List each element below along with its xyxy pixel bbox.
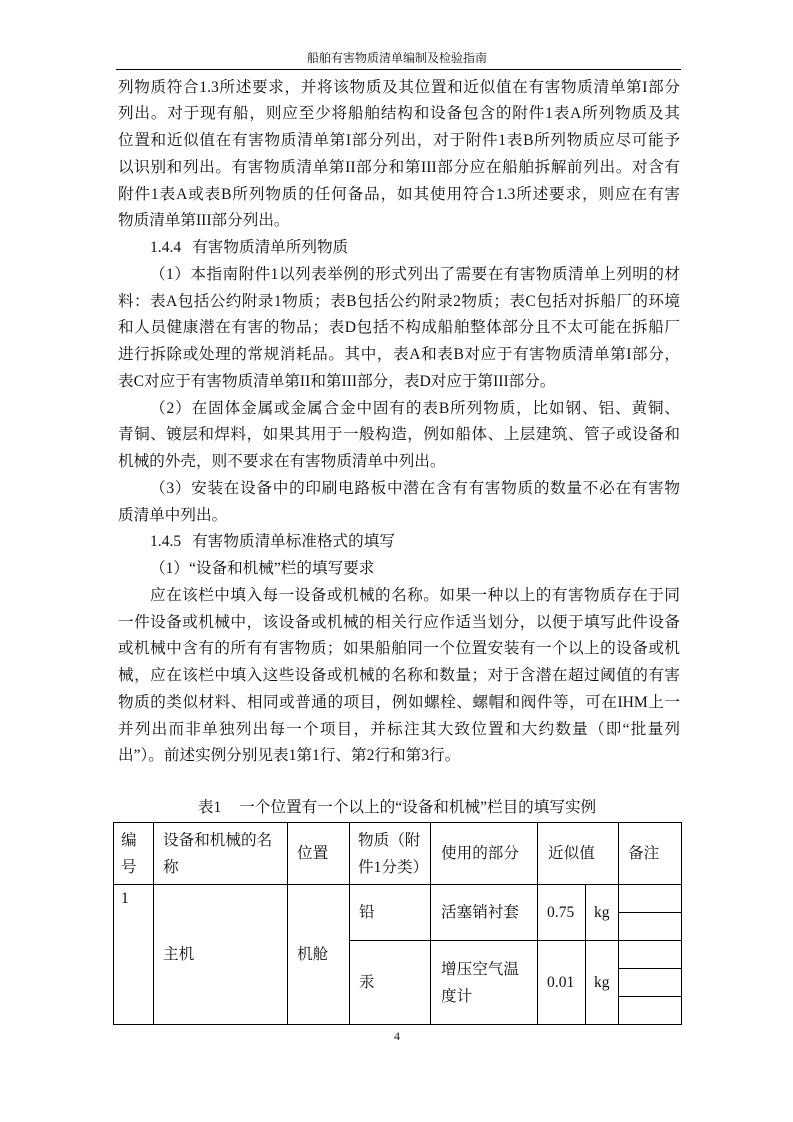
- col-header-material: [350, 823, 431, 885]
- body-text: [118, 75, 680, 771]
- paragraph-line: 物质清单第III部分列出。: [118, 212, 290, 230]
- table-row: [114, 885, 682, 913]
- cell-substance: 铅: [350, 885, 431, 941]
- page-number: 4: [394, 1029, 400, 1043]
- cell-approx-value: 0.01: [538, 941, 586, 1025]
- cell-part-text: 活塞销衬套: [441, 904, 519, 921]
- cell-part: [431, 941, 538, 1025]
- section-heading-1-4-4: [118, 235, 680, 262]
- table-caption-title: 一个位置有一个以上的“设备和机械”栏目的填写实例: [239, 799, 597, 816]
- paragraph-line: 或机械中含有的所有有害物质；如果船舶同一个位置安装有一个以上的设备或机: [118, 640, 680, 658]
- section-number: 1.4.5: [150, 533, 182, 551]
- cell-number: 1: [114, 885, 154, 1025]
- col-header-equipment: [154, 823, 288, 885]
- paragraph-line: 位置和近似值在有害物质清单第I部分列出，对于附件1表B所列物质应尽可能予: [118, 132, 680, 150]
- cell-approx-unit: kg: [586, 885, 619, 941]
- paragraph-line: 机械的外壳，则不要求在有害物质清单中列出。: [118, 453, 446, 471]
- paragraph-line: 以识别和列出。有害物质清单第II部分和第III部分应在船舶拆解前列出。对含有: [118, 158, 680, 176]
- remarks-cell: [619, 969, 682, 997]
- paragraph-line: 进行拆除或处理的常规消耗品。其中，表A和表B对应于有害物质清单第I部分，: [118, 346, 680, 364]
- paragraph-line: 一件设备或机械中，该设备或机械的相关行应作适当划分，以便于填写此件设备: [118, 613, 680, 631]
- paragraph-line: （2）在固体金属或金属合金中固有的表B所列物质，比如钢、铝、黄铜、: [150, 399, 680, 417]
- cell-approx-value: 0.75: [538, 885, 586, 941]
- table-caption-label: 表1: [197, 799, 222, 816]
- remarks-cell: [619, 885, 682, 913]
- paragraph-line: 应在该栏中填入每一设备或机械的名称。如果一种以上的有害物质存在于同: [150, 586, 680, 604]
- paragraph-line: 械，应在该栏中填入这些设备或机械的名称和数量；对于含潜在超过阈值的有害: [118, 667, 680, 685]
- col-header-number-text: 编号: [121, 831, 137, 876]
- subsection-heading: （1）“设备和机械”栏的填写要求: [150, 560, 375, 578]
- col-header-location: 位置: [288, 823, 350, 885]
- col-header-part: 使用的部分: [431, 823, 538, 885]
- paragraph-line: 列物质符合1.3所述要求，并将该物质及其位置和近似值在有害物质清单第I部分: [118, 78, 680, 96]
- remarks-cell: [619, 941, 682, 969]
- cell-substance: 汞: [350, 941, 431, 1025]
- remarks-cell: [619, 913, 682, 941]
- cell-equipment: 主机: [154, 885, 288, 1025]
- col-header-number: [114, 823, 154, 885]
- col-header-approx: 近似值: [538, 823, 619, 885]
- paragraph-line: 表C对应于有害物质清单第II和第III部分，表D对应于第III部分。: [118, 372, 556, 390]
- paragraph-line: （1）本指南附件1以列表举例的形式列出了需要在有害物质清单上列明的材: [150, 265, 680, 283]
- paragraph-line: 列出。对于现有船，则应至少将船舶结构和设备包含的附件1表A所列物质及其: [118, 105, 680, 123]
- col-header-equipment-text: 设备和机械的名称: [163, 831, 273, 876]
- paragraph-line: 附件1表A或表B所列物质的任何备品，如其使用符合1.3所述要求，则应在有害: [118, 185, 680, 203]
- paragraph-line: 和人员健康潜在有害的物品；表D包括不构成船舶整体部分且不太可能在拆船厂: [118, 319, 680, 337]
- paragraph-line: （3）安装在设备中的印刷电路板中潜在含有有害物质的数量不必在有害物: [150, 479, 680, 497]
- section-title: 有害物质清单所列物质: [192, 239, 349, 257]
- col-header-material-text: 物质（附件1分类）: [358, 831, 429, 876]
- cell-part: [431, 885, 538, 941]
- running-header: 船舶有害物质清单编制及检验指南: [306, 51, 487, 65]
- cell-location: 机舱: [288, 885, 350, 1025]
- section-title: 有害物质清单标准格式的填写: [192, 533, 395, 551]
- section-number: 1.4.4: [150, 239, 182, 257]
- paragraph-line: 出”）。前述实例分别见表1第1行、第2行和第3行。: [118, 747, 461, 765]
- section-heading-1-4-5: [118, 529, 680, 556]
- hazmat-example-table: [113, 822, 682, 1025]
- table-caption: [113, 797, 681, 819]
- paragraph-line: 并列出而非单独列出每一个项目，并标注其大致位置和大约数量（即“批量列: [118, 720, 680, 738]
- paragraph-line: 质清单中列出。: [118, 506, 228, 524]
- paragraph-line: 青铜、镀层和焊料，如果其用于一般构造，例如船体、上层建筑、管子或设备和: [118, 426, 680, 444]
- remarks-cell: [619, 997, 682, 1025]
- cell-part-text: 增压空气温度计: [441, 960, 519, 1005]
- col-header-remarks: 备注: [619, 823, 682, 885]
- paragraph-line: 料：表A包括公约附录1物质；表B包括公约附录2物质；表C包括对拆船厂的环境: [118, 292, 680, 310]
- header-rule: [116, 69, 681, 70]
- cell-approx-unit: kg: [586, 941, 619, 1025]
- table-header-row: [114, 823, 682, 885]
- paragraph-line: 物质的类似材料、相同或普通的项目，例如螺栓、螺帽和阀件等，可在IHM上一: [118, 693, 680, 711]
